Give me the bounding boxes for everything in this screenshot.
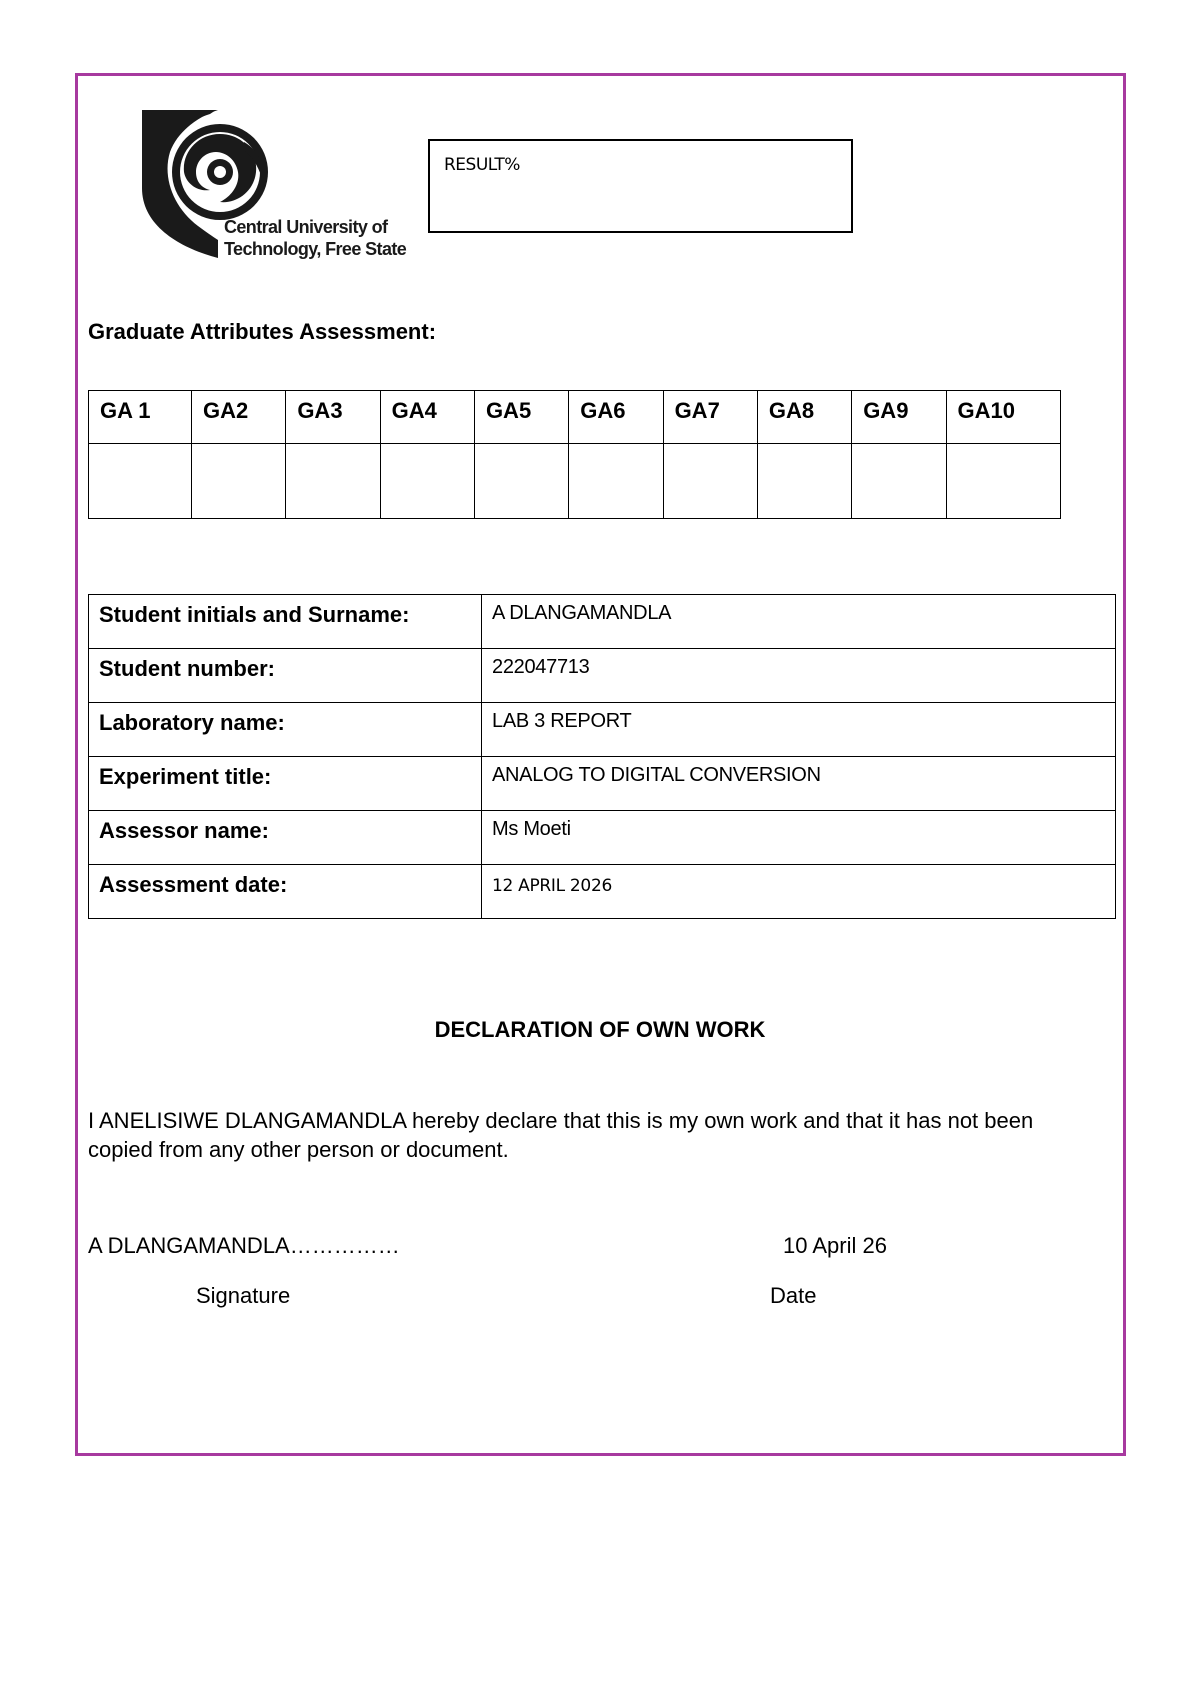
student-number-value: 222047713 bbox=[482, 649, 1116, 703]
ga-column-header: GA5 bbox=[474, 391, 568, 444]
ga-score-cell[interactable] bbox=[569, 444, 663, 519]
ga-column-header: GA8 bbox=[757, 391, 851, 444]
ga-column-header: GA10 bbox=[946, 391, 1061, 444]
signature-value: A DLANGAMANDLA…………… bbox=[88, 1233, 400, 1258]
ga-score-cell[interactable] bbox=[286, 444, 380, 519]
ga-score-cell[interactable] bbox=[474, 444, 568, 519]
signature-label: Signature bbox=[196, 1283, 291, 1308]
laboratory-name-label: Laboratory name: bbox=[89, 703, 482, 757]
ga-column-header: GA7 bbox=[663, 391, 757, 444]
ga-score-cell[interactable] bbox=[380, 444, 474, 519]
table-row bbox=[89, 703, 1116, 757]
university-name: Central University of Technology, Free State bbox=[224, 217, 407, 259]
student-info-table bbox=[88, 594, 1116, 919]
ga-score-cell[interactable] bbox=[946, 444, 1061, 519]
ga-column-header: GA9 bbox=[852, 391, 946, 444]
ga-score-row bbox=[89, 444, 1061, 519]
ga-column-header: GA3 bbox=[286, 391, 380, 444]
student-name-label: Student initials and Surname: bbox=[89, 595, 482, 649]
ga-column-header: GA2 bbox=[192, 391, 286, 444]
result-label: RESULT% bbox=[444, 155, 520, 175]
result-box[interactable] bbox=[428, 139, 853, 233]
laboratory-name-value: LAB 3 REPORT bbox=[482, 703, 1116, 757]
ga-column-header: GA4 bbox=[380, 391, 474, 444]
date-label: Date bbox=[770, 1283, 817, 1308]
student-name-value: A DLANGAMANDLA bbox=[482, 595, 1116, 649]
assessor-name-label: Assessor name: bbox=[89, 811, 482, 865]
ga-score-cell[interactable] bbox=[852, 444, 946, 519]
table-row bbox=[89, 811, 1116, 865]
table-row bbox=[89, 865, 1116, 919]
assessment-date-value: 12 APRIL 2026 bbox=[482, 865, 1116, 919]
ga-column-header: GA 1 bbox=[89, 391, 192, 444]
ga-score-cell[interactable] bbox=[757, 444, 851, 519]
table-row bbox=[89, 649, 1116, 703]
assessor-name-value: Ms Moeti bbox=[482, 811, 1116, 865]
ga-score-cell[interactable] bbox=[192, 444, 286, 519]
date-value: 10 April 26 bbox=[783, 1233, 887, 1258]
assessment-date-label: Assessment date: bbox=[89, 865, 482, 919]
experiment-title-label: Experiment title: bbox=[89, 757, 482, 811]
student-number-label: Student number: bbox=[89, 649, 482, 703]
table-row bbox=[89, 595, 1116, 649]
ga-score-cell[interactable] bbox=[89, 444, 192, 519]
ga-column-header: GA6 bbox=[569, 391, 663, 444]
ga-heading: Graduate Attributes Assessment: bbox=[88, 319, 437, 344]
declaration-title: DECLARATION OF OWN WORK bbox=[434, 1017, 766, 1042]
ga-score-cell[interactable] bbox=[663, 444, 757, 519]
experiment-title-value: ANALOG TO DIGITAL CONVERSION bbox=[482, 757, 1116, 811]
declaration-text: I ANELISIWE DLANGAMANDLA hereby declare that this is my own work and that it has not been copied from any other person or document. bbox=[88, 1108, 1034, 1162]
ga-table bbox=[88, 390, 1061, 519]
ga-header-row bbox=[89, 391, 1061, 444]
table-row bbox=[89, 757, 1116, 811]
